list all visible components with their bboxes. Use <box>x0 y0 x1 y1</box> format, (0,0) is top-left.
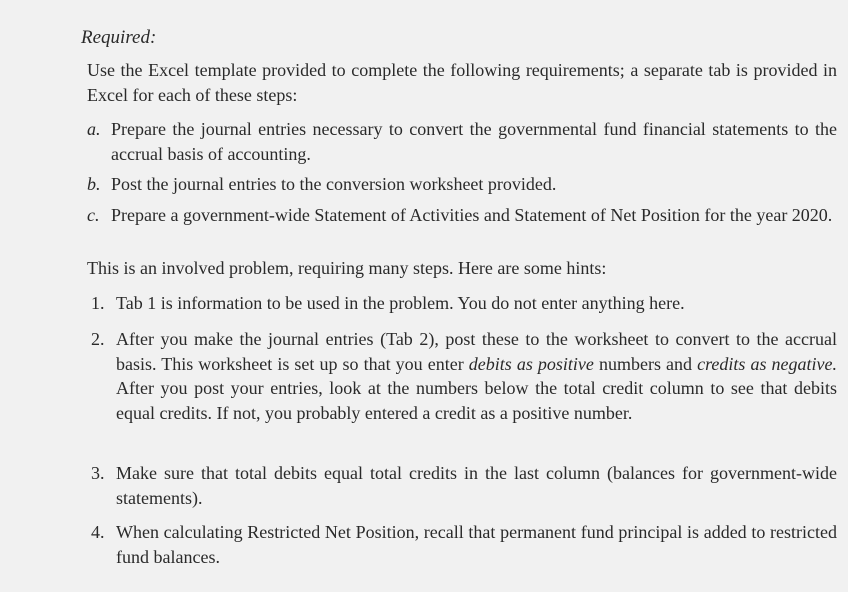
intro-paragraph: Use the Excel template provided to complete the following requirements; a separate tab is provided in Excel for each of these steps: <box>87 60 837 105</box>
required-heading: Required: <box>81 27 157 48</box>
requirement-marker: b. <box>87 174 101 194</box>
hint-4 <box>91 520 837 569</box>
requirement-b <box>87 172 837 197</box>
hint-text: When calculating Restricted Net Position, recall that permanent fund principal is added to restricted fund balances. <box>116 522 837 567</box>
hint-text: Make sure that total debits equal total credits in the last column (balances for government-wide statements). <box>116 463 837 508</box>
hint-2 <box>91 327 837 425</box>
hint-text <box>116 327 837 425</box>
requirement-text: Prepare the journal entries necessary to convert the governmental fund financial statements to the accrual basis of accounting. <box>111 119 837 164</box>
hints-intro: This is an involved problem, requiring many steps. Here are some hints: <box>87 258 607 278</box>
hint-marker: 3. <box>91 463 105 483</box>
requirement-a <box>87 117 837 166</box>
requirement-text: Post the journal entries to the conversion worksheet provided. <box>111 174 557 194</box>
hint-text-part: numbers and <box>593 353 698 374</box>
hint-marker: 1. <box>91 293 105 313</box>
requirement-c <box>87 203 837 228</box>
hint-3 <box>91 461 837 510</box>
requirement-marker: a. <box>87 119 101 139</box>
requirement-text: Prepare a government-wide Statement of Activities and Statement of Net Position for the year 2020. <box>111 205 833 225</box>
hint-marker: 2. <box>91 329 105 349</box>
hint-emphasis: credits as negative. <box>697 353 838 374</box>
hint-text-part: After you make the journal entries (Tab 2), post these to the worksheet to convert to the accrual basis. This worksheet is set up so that you enter <box>116 329 837 374</box>
hint-marker: 4. <box>91 522 105 542</box>
requirement-marker: c. <box>87 205 100 225</box>
hint-text: Tab 1 is information to be used in the problem. You do not enter anything here. <box>116 293 685 313</box>
hint-1 <box>91 291 837 316</box>
hint-emphasis: debits as positive <box>468 353 594 374</box>
hint-text-part: After you post your entries, look at the numbers below the total credit column to see that debits equal credits. If not, you probably entered a credit as a positive number. <box>116 378 837 423</box>
